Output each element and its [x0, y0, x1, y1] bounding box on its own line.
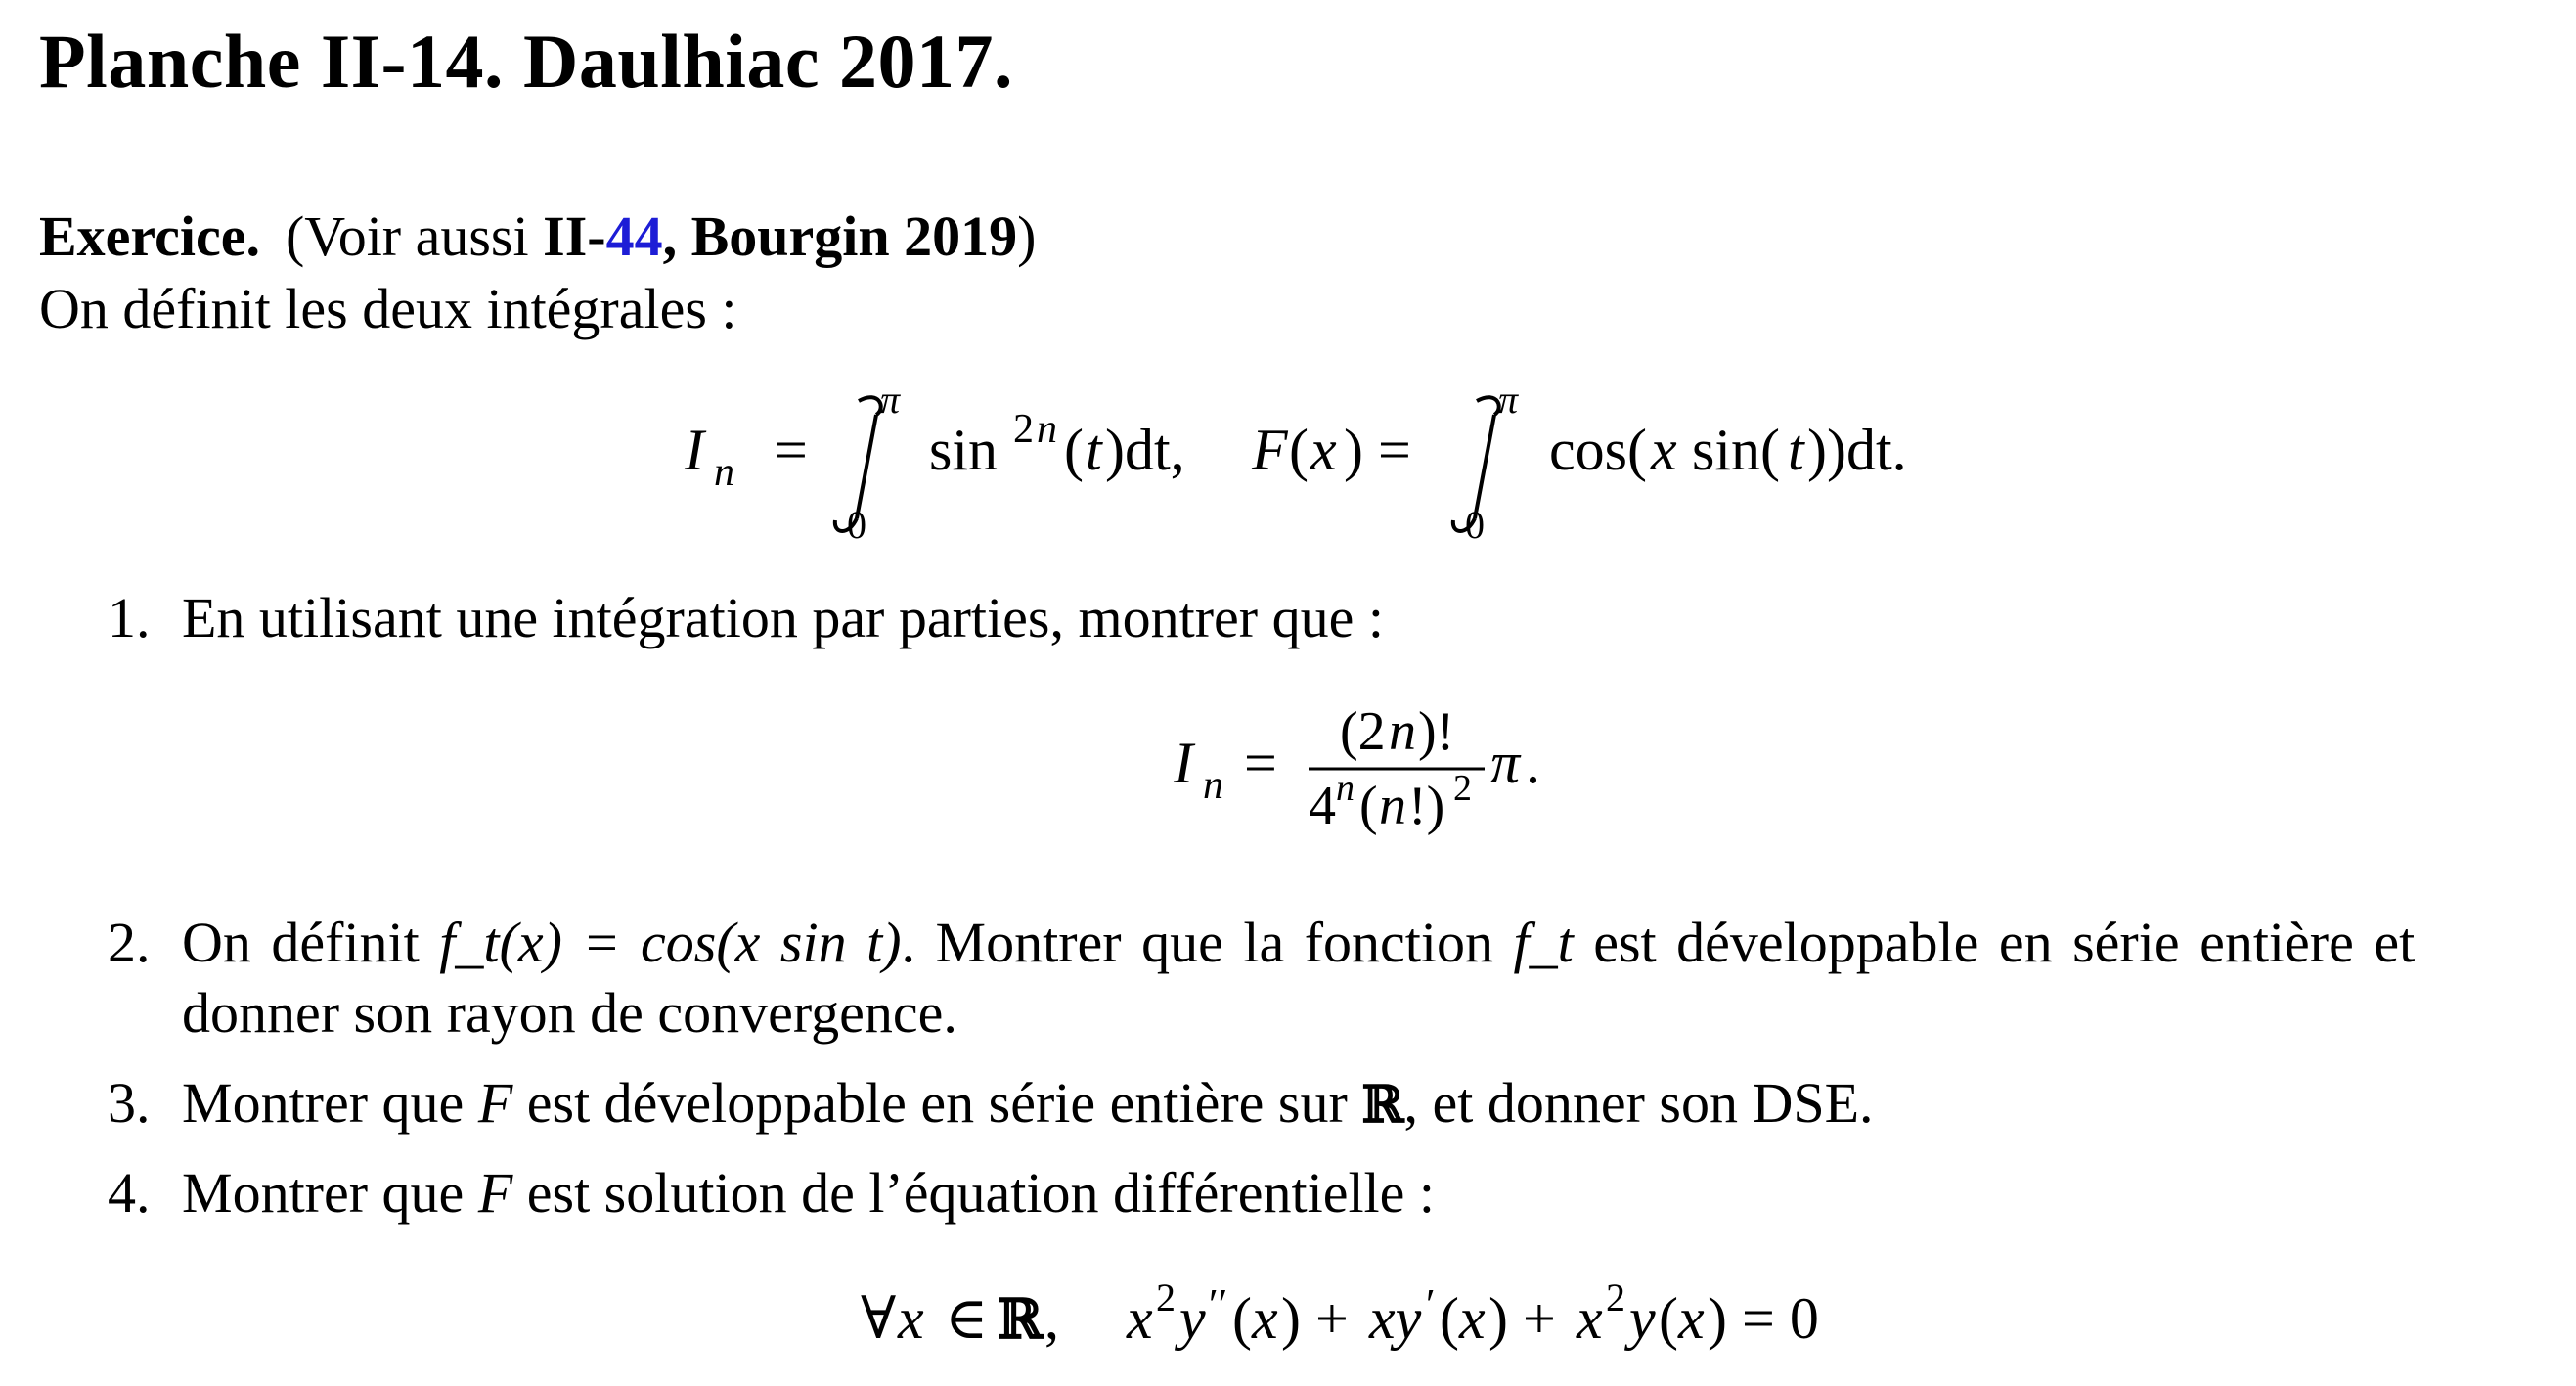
integrals-equation: [685, 372, 1917, 558]
svg-text:′′: ′′: [1209, 1280, 1228, 1328]
svg-text:2: 2: [1453, 768, 1472, 809]
svg-text:) +: ) +: [1488, 1286, 1556, 1351]
question-text: En utilisant une intégration par parties, montrer que :: [182, 586, 1384, 649]
svg-text:(: (: [1232, 1286, 1252, 1351]
inline-math-F: F: [477, 1071, 513, 1135]
svg-text:π: π: [1490, 731, 1521, 795]
see-also-link[interactable]: 44: [605, 204, 663, 268]
question-2-continuation: donner son rayon de convergence.: [182, 981, 957, 1045]
svg-text:y: y: [1629, 1286, 1656, 1351]
svg-text:t: t: [1086, 418, 1102, 482]
svg-text:F: F: [1252, 418, 1288, 482]
svg-text:x: x: [1310, 418, 1337, 482]
question-4: [108, 1160, 1435, 1226]
svg-text:=: =: [775, 418, 808, 482]
question-3: [108, 1070, 1874, 1136]
question-2: [108, 910, 2415, 975]
svg-text:x: x: [1577, 1286, 1603, 1351]
svg-text:)dt,: )dt,: [1105, 418, 1185, 482]
svg-text:(: (: [1359, 776, 1378, 836]
svg-text:4: 4: [1309, 776, 1336, 836]
svg-text:sin: sin: [929, 418, 999, 482]
question-number: 4.: [108, 1161, 151, 1225]
question-text: [182, 1161, 1435, 1225]
svg-text:π: π: [1498, 378, 1519, 422]
see-also-ref-suffix: , Bourgin 2019: [662, 204, 1018, 268]
svg-text:x: x: [1127, 1286, 1153, 1351]
svg-text:x: x: [898, 1286, 924, 1351]
svg-text:x: x: [1678, 1286, 1705, 1351]
svg-text:xy: xy: [1369, 1286, 1422, 1351]
svg-text:∀: ∀: [861, 1286, 897, 1351]
inline-math-reals: ℝ: [1361, 1075, 1404, 1135]
question-text-b: . Montrer que la fonction: [901, 911, 1514, 974]
svg-text:I: I: [1174, 731, 1193, 795]
svg-text:(: (: [1064, 418, 1084, 482]
question-text-a: Montrer que: [182, 1161, 478, 1225]
svg-text:x: x: [1459, 1286, 1486, 1351]
exercise-header: [39, 203, 1036, 269]
svg-text:π: π: [880, 378, 901, 422]
svg-text:∈: ∈: [945, 1286, 989, 1351]
question-number: 1.: [108, 586, 151, 649]
svg-text:(2: (2: [1340, 701, 1386, 762]
svg-text:n: n: [1379, 776, 1406, 836]
question-number: 2.: [108, 911, 151, 974]
intro-text: On définit les deux intégrales :: [39, 277, 737, 340]
exercise-label: Exercice.: [39, 204, 260, 268]
question-text-c: , et donner son DSE.: [1403, 1071, 1874, 1135]
inline-math-f-t: f_t(x) = cos(x sin t): [439, 911, 902, 974]
svg-text:ℝ: ℝ: [998, 1287, 1044, 1352]
svg-text:2: 2: [1156, 1275, 1176, 1319]
svg-text:n: n: [1037, 407, 1057, 452]
question-text: [182, 1071, 1874, 1135]
question-text-b: est développable en série entière sur: [512, 1071, 1362, 1135]
svg-text:(: (: [1440, 1286, 1459, 1351]
question-text-a: Montrer que: [182, 1071, 478, 1135]
ode-equation: [861, 1272, 1897, 1360]
page-title: Planche II-14. Daulhiac 2017.: [39, 19, 1014, 104]
inline-math-f-t-symbol: f_t: [1513, 911, 1574, 974]
see-also-open: (Voir aussi: [285, 204, 544, 268]
svg-text:0: 0: [1465, 503, 1485, 547]
svg-text:n: n: [1389, 701, 1416, 762]
svg-text:.: .: [1526, 731, 1540, 795]
wallis-equation: [1174, 694, 1565, 851]
svg-text:0: 0: [847, 503, 866, 547]
question-text-b: est solution de l’équation différentielle :: [512, 1161, 1436, 1225]
see-also-close: ): [1017, 204, 1037, 268]
svg-text:cos(: cos(: [1549, 418, 1647, 482]
svg-text:(: (: [1659, 1286, 1678, 1351]
svg-text:!): !): [1408, 776, 1445, 836]
svg-text:n: n: [714, 450, 734, 495]
svg-text:))dt.: ))dt.: [1807, 418, 1907, 482]
svg-text:I: I: [685, 418, 704, 482]
question-number: 3.: [108, 1071, 151, 1135]
svg-text:n: n: [1203, 763, 1223, 808]
svg-text:,: ,: [1044, 1286, 1059, 1351]
svg-text:n: n: [1336, 768, 1355, 809]
svg-text:2: 2: [1606, 1275, 1625, 1319]
svg-text:2: 2: [1013, 407, 1034, 452]
svg-text:x: x: [1252, 1286, 1278, 1351]
question-text-a: On définit: [182, 911, 440, 974]
svg-text:=: =: [1244, 731, 1277, 795]
svg-text:)!: )!: [1418, 701, 1455, 762]
svg-text:) = 0: ) = 0: [1708, 1286, 1819, 1351]
question-text-c: est développable en série entière et: [1573, 911, 2416, 974]
question-text: [182, 911, 2415, 974]
svg-text:) +: ) +: [1281, 1286, 1349, 1351]
question-1: [108, 585, 1384, 650]
inline-math-F: F: [477, 1161, 513, 1225]
svg-text:x: x: [1651, 418, 1677, 482]
svg-text:y: y: [1179, 1286, 1206, 1351]
see-also-ref-prefix: II-: [543, 204, 606, 268]
svg-text:) =: ) =: [1344, 418, 1411, 482]
svg-text:sin(: sin(: [1692, 418, 1780, 482]
svg-text:′: ′: [1426, 1280, 1436, 1328]
svg-text:t: t: [1788, 418, 1804, 482]
svg-text:(: (: [1289, 418, 1309, 482]
